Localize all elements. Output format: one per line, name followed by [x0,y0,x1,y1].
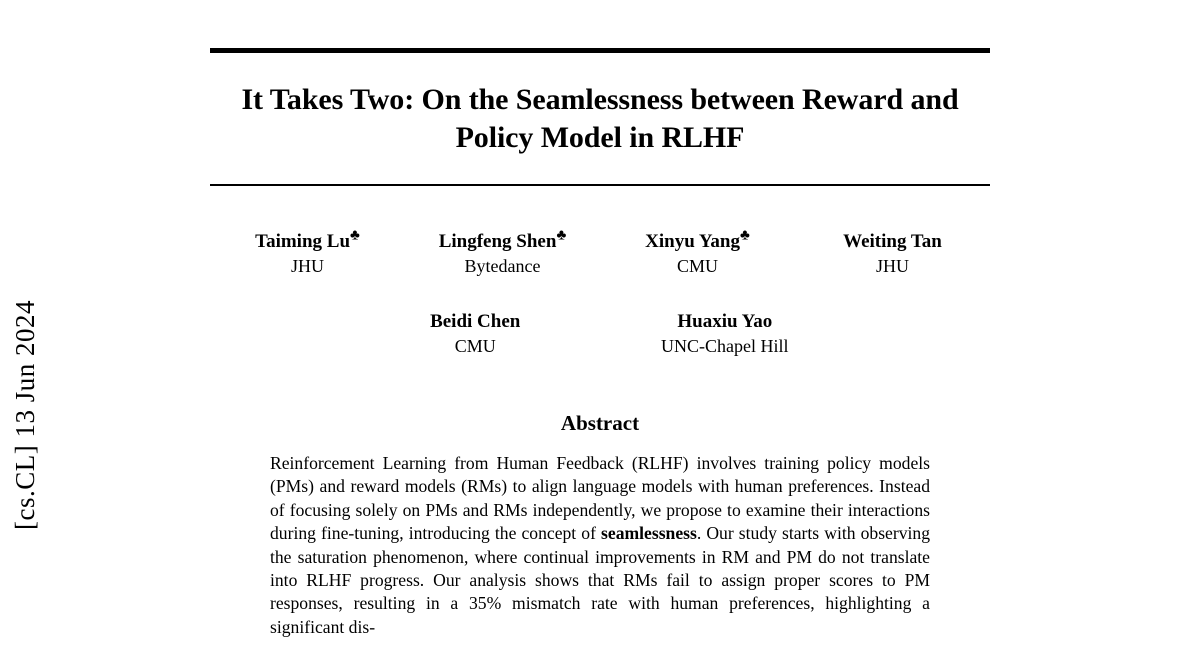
author-affiliation: UNC-Chapel Hill [661,336,789,356]
author-block [210,227,990,357]
author-name-text: Weiting Tan [843,231,942,252]
author-entry [600,310,850,357]
author-name-text: Taiming Lu [255,231,351,252]
author-name [795,230,990,253]
page-title: It Takes Two: On the Seamlessness between Reward and Policy Model in RLHF [241,83,959,154]
author-affiliation-mark: ♣ [350,227,360,244]
abstract-part-2: . Our study starts with observing the saturation phenomenon, where continual improvements in RM and PM do not translate into RLHF progress. Our analysis shows that RMs fail to assign proper scores to PM responses, resulting in a 35% mismatch rate with human preferences, highlighting a significant dis- [270,523,930,637]
paper-page [210,0,990,648]
author-name-text: Lingfeng Shen [438,231,557,252]
title-rule-top [210,48,990,53]
author-affiliation-mark: ♣ [740,227,750,244]
abstract-keyword-seamlessness: seamlessness [601,523,697,544]
abstract-text [270,452,930,639]
author-name-text: Xinyu Yang [645,231,741,252]
author-name-text: Beidi Chen [430,311,521,332]
author-affiliation: CMU [676,256,718,276]
author-entry [795,230,990,277]
author-row [210,310,990,357]
author-affiliation: CMU [454,336,496,356]
author-entry [210,227,405,277]
author-affiliation: JHU [290,256,324,276]
abstract-part-1: Reinforcement Learning from Human Feedback (RLHF) involves training policy models (PMs) and reward models (RMs) to align language models with human preferences. Instead of focusing solely on PMs and RMs independently, we propose to examine their interactions during fine-tuning, introducing the concept of [270,453,930,544]
author-row [210,227,990,277]
author-name [600,227,795,253]
author-name [350,310,600,333]
author-entry [600,227,795,277]
author-affiliation: Bytedance [464,256,541,276]
arxiv-identifier-stamp: [cs.CL] 13 Jun 2024 [10,300,40,530]
abstract-heading: Abstract [560,411,640,435]
author-entry [350,310,600,357]
author-entry [405,227,600,277]
author-name [600,310,850,333]
author-name [210,227,405,253]
author-affiliation: JHU [875,256,909,276]
author-name [405,227,600,253]
author-affiliation-mark: ♣ [556,227,567,244]
author-name-text: Huaxiu Yao [677,311,773,332]
title-rule-bottom [210,184,990,186]
